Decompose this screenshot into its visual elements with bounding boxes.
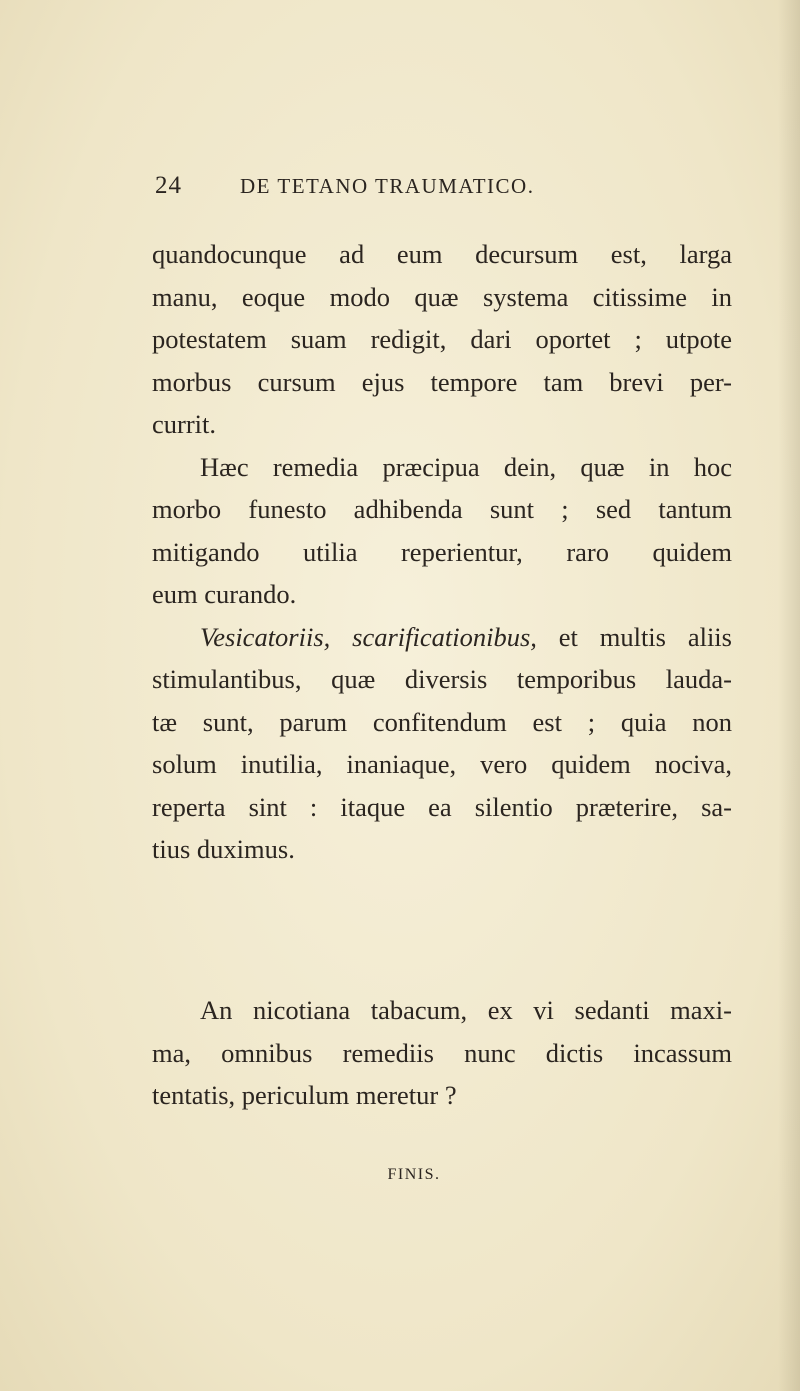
page-number: 24 [155,172,182,199]
finis-label [0,1166,800,1184]
body-text [152,233,732,871]
running-title: DE TETANO TRAUMATICO. [240,174,535,198]
text-line: ma, omnibus remediis nunc dictis incassum [152,1037,732,1068]
text-line: An nicotiana tabacum, ex vi sedanti maxi- [200,995,732,1025]
paragraph-3 [152,616,732,871]
running-head [155,172,715,202]
text-line: manu, eoque modo quæ systema citissime in [152,281,732,312]
text-line: tius duximus. [152,834,295,864]
text-line: stimulantibus, quæ diversis temporibus lauda- [152,664,732,694]
italic-term: Vesicatoriis, [200,621,331,652]
text-line: morbo funesto adhibenda sunt ; sed tantum [152,494,732,524]
question-paragraph [152,989,732,1117]
text-line: tentatis, periculum meretur ? [152,1080,457,1110]
text-line: currit. [152,409,217,439]
text-line: reperta sint : itaque ea silentio præterire, sa- [152,791,732,822]
text-line: potestatem suam redigit, dari oportet ; utpote [152,324,732,354]
text-line [152,616,732,659]
text-run: et multis aliis [558,621,732,652]
text-line: eum curando. [152,579,297,609]
text-line: tæ sunt, parum confitendum est ; quia non [152,706,732,737]
italic-term: scarificationibus, [352,621,537,652]
text-line: Hæc remedia præcipua dein, quæ in hoc [200,451,732,482]
text-line: solum inutilia, inaniaque, vero quidem nociva, [152,749,732,779]
finis-text: FINIS. [387,1166,441,1183]
paragraph-2 [152,446,732,616]
paragraph-1 [152,233,732,446]
text-line: morbus cursum ejus tempore tam brevi per- [152,366,732,397]
text-line: mitigando utilia reperientur, raro quidem [152,536,732,567]
text-line: quandocunque ad eum decursum est, larga [152,239,732,269]
